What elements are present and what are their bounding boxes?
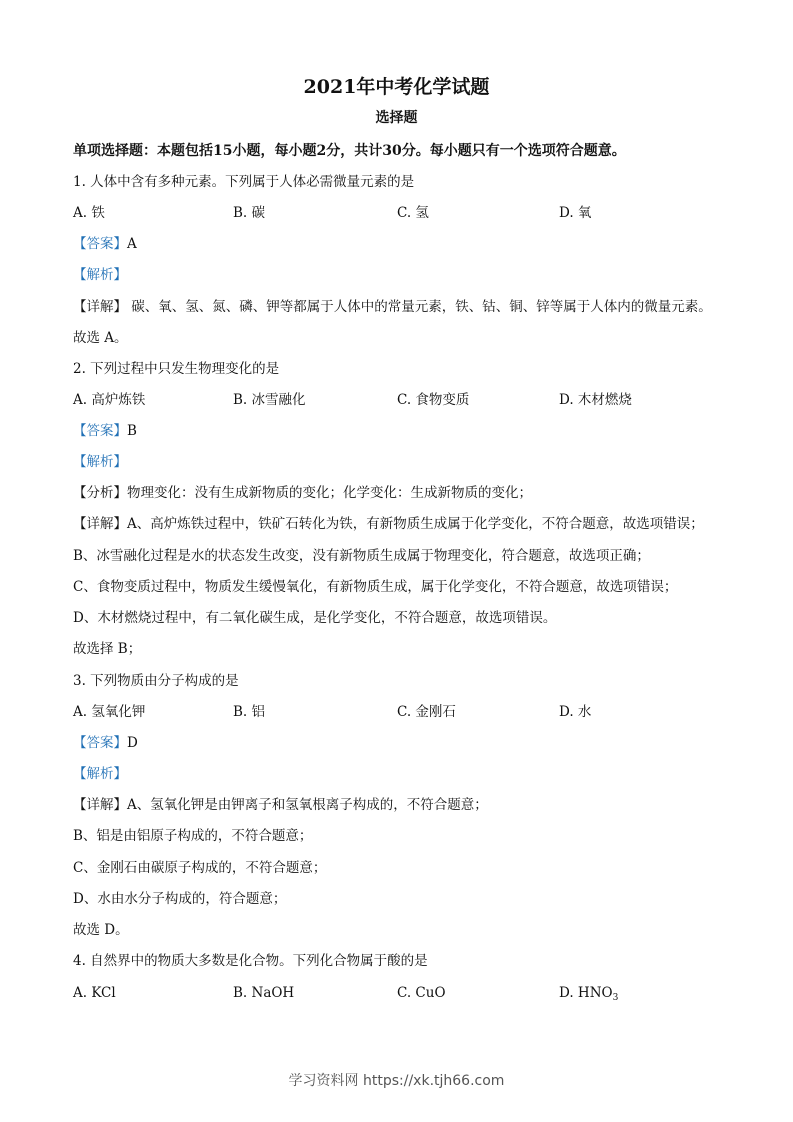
q1-option-a: A. 铁: [73, 205, 105, 221]
page-footer: 学习资料网 https://xk.tjh66.com: [288, 1073, 505, 1089]
question-1-analysis-tag: 【解析】: [73, 267, 127, 283]
answer-tag: 【答案】: [73, 423, 127, 439]
question-2-analysis: 【分析】物理变化：没有生成新物质的变化；化学变化：生成新物质的变化；: [73, 485, 532, 501]
q3-option-c: C. 金刚石: [397, 704, 456, 720]
question-3-detail-c: C、金刚石由碳原子构成的，不符合题意；: [73, 860, 327, 876]
question-2-detail-b: B、冰雪融化过程是水的状态发生改变，没有新物质生成属于物理变化，符合题意，故选项正确；: [73, 548, 650, 564]
question-1-options: [73, 204, 733, 222]
question-4-stem: 4. 自然界中的物质大多数是化合物。下列化合物属于酸的是: [73, 953, 428, 969]
question-1-conclusion: 故选 A。: [73, 330, 128, 346]
q2-option-c: C. 食物变质: [397, 392, 470, 408]
answer-value: B: [127, 423, 137, 439]
question-3-options: [73, 703, 733, 721]
q3-option-b: B. 铝: [233, 704, 266, 720]
question-1-stem: 1. 人体中含有多种元素。下列属于人体必需微量元素的是: [73, 174, 415, 190]
question-2-conclusion: 故选择 B；: [73, 641, 142, 657]
question-3-conclusion: 故选 D。: [73, 922, 129, 938]
q2-option-d: D. 木材燃烧: [559, 392, 632, 408]
question-1-answer: [73, 235, 137, 253]
q1-option-d: D. 氧: [559, 205, 592, 221]
q1-option-c: C. 氢: [397, 205, 429, 221]
answer-tag: 【答案】: [73, 735, 127, 751]
question-3-detail-d: D、水由水分子构成的，符合题意；: [73, 891, 287, 907]
q3-option-a: A. 氢氧化钾: [73, 704, 146, 720]
q3-option-d: D. 水: [559, 704, 592, 720]
question-2-analysis-tag: 【解析】: [73, 454, 127, 470]
q4-option-d-text: D. HNO: [559, 985, 613, 1001]
question-2-options: [73, 391, 733, 409]
q1-option-b: B. 碳: [233, 205, 266, 221]
answer-value: D: [127, 735, 138, 751]
question-2-detail-c: C、食物变质过程中，物质发生缓慢氧化，有新物质生成，属于化学变化，不符合题意，故选项错误；: [73, 579, 678, 595]
page-title: 2021年中考化学试题: [303, 76, 490, 98]
q4-option-c: C. CuO: [397, 985, 446, 1001]
q4-option-b: B. NaOH: [233, 985, 295, 1001]
question-3-answer: [73, 734, 138, 752]
question-2-detail-a: 【详解】A、高炉炼铁过程中，铁矿石转化为铁，有新物质生成属于化学变化，不符合题意，故选项错误；: [73, 516, 704, 532]
q2-option-a: A. 高炉炼铁: [73, 392, 146, 408]
question-3-analysis-tag: 【解析】: [73, 766, 127, 782]
question-3-stem: 3. 下列物质由分子构成的是: [73, 673, 239, 689]
q2-option-b: B. 冰雪融化: [233, 392, 306, 408]
section-instruction: 单项选择题：本题包括15小题，每小题2分，共计30分。每小题只有一个选项符合题意。: [73, 143, 626, 159]
question-4-options: [73, 984, 733, 1002]
section-subtitle: 选择题: [375, 110, 418, 126]
question-2-detail-d: D、木材燃烧过程中，有二氧化碳生成，是化学变化，不符合题意，故选项错误。: [73, 610, 557, 626]
q4-option-d: [559, 984, 618, 1007]
q4-option-a: A. KCl: [73, 985, 116, 1001]
question-3-detail-a: 【详解】A、氢氧化钾是由钾离子和氢氧根离子构成的，不符合题意；: [73, 797, 488, 813]
question-3-detail-b: B、铝是由铝原子构成的，不符合题意；: [73, 828, 313, 844]
answer-tag: 【答案】: [73, 236, 127, 252]
question-2-answer: [73, 422, 137, 440]
question-2-stem: 2. 下列过程中只发生物理变化的是: [73, 361, 280, 377]
q4-option-d-subscript: 3: [612, 993, 619, 1003]
answer-value: A: [127, 236, 137, 252]
question-1-detail: 【详解】 碳、氧、氢、氮、磷、钾等都属于人体中的常量元素，铁、钴、铜、锌等属于人体内的微量元素。: [73, 299, 712, 315]
